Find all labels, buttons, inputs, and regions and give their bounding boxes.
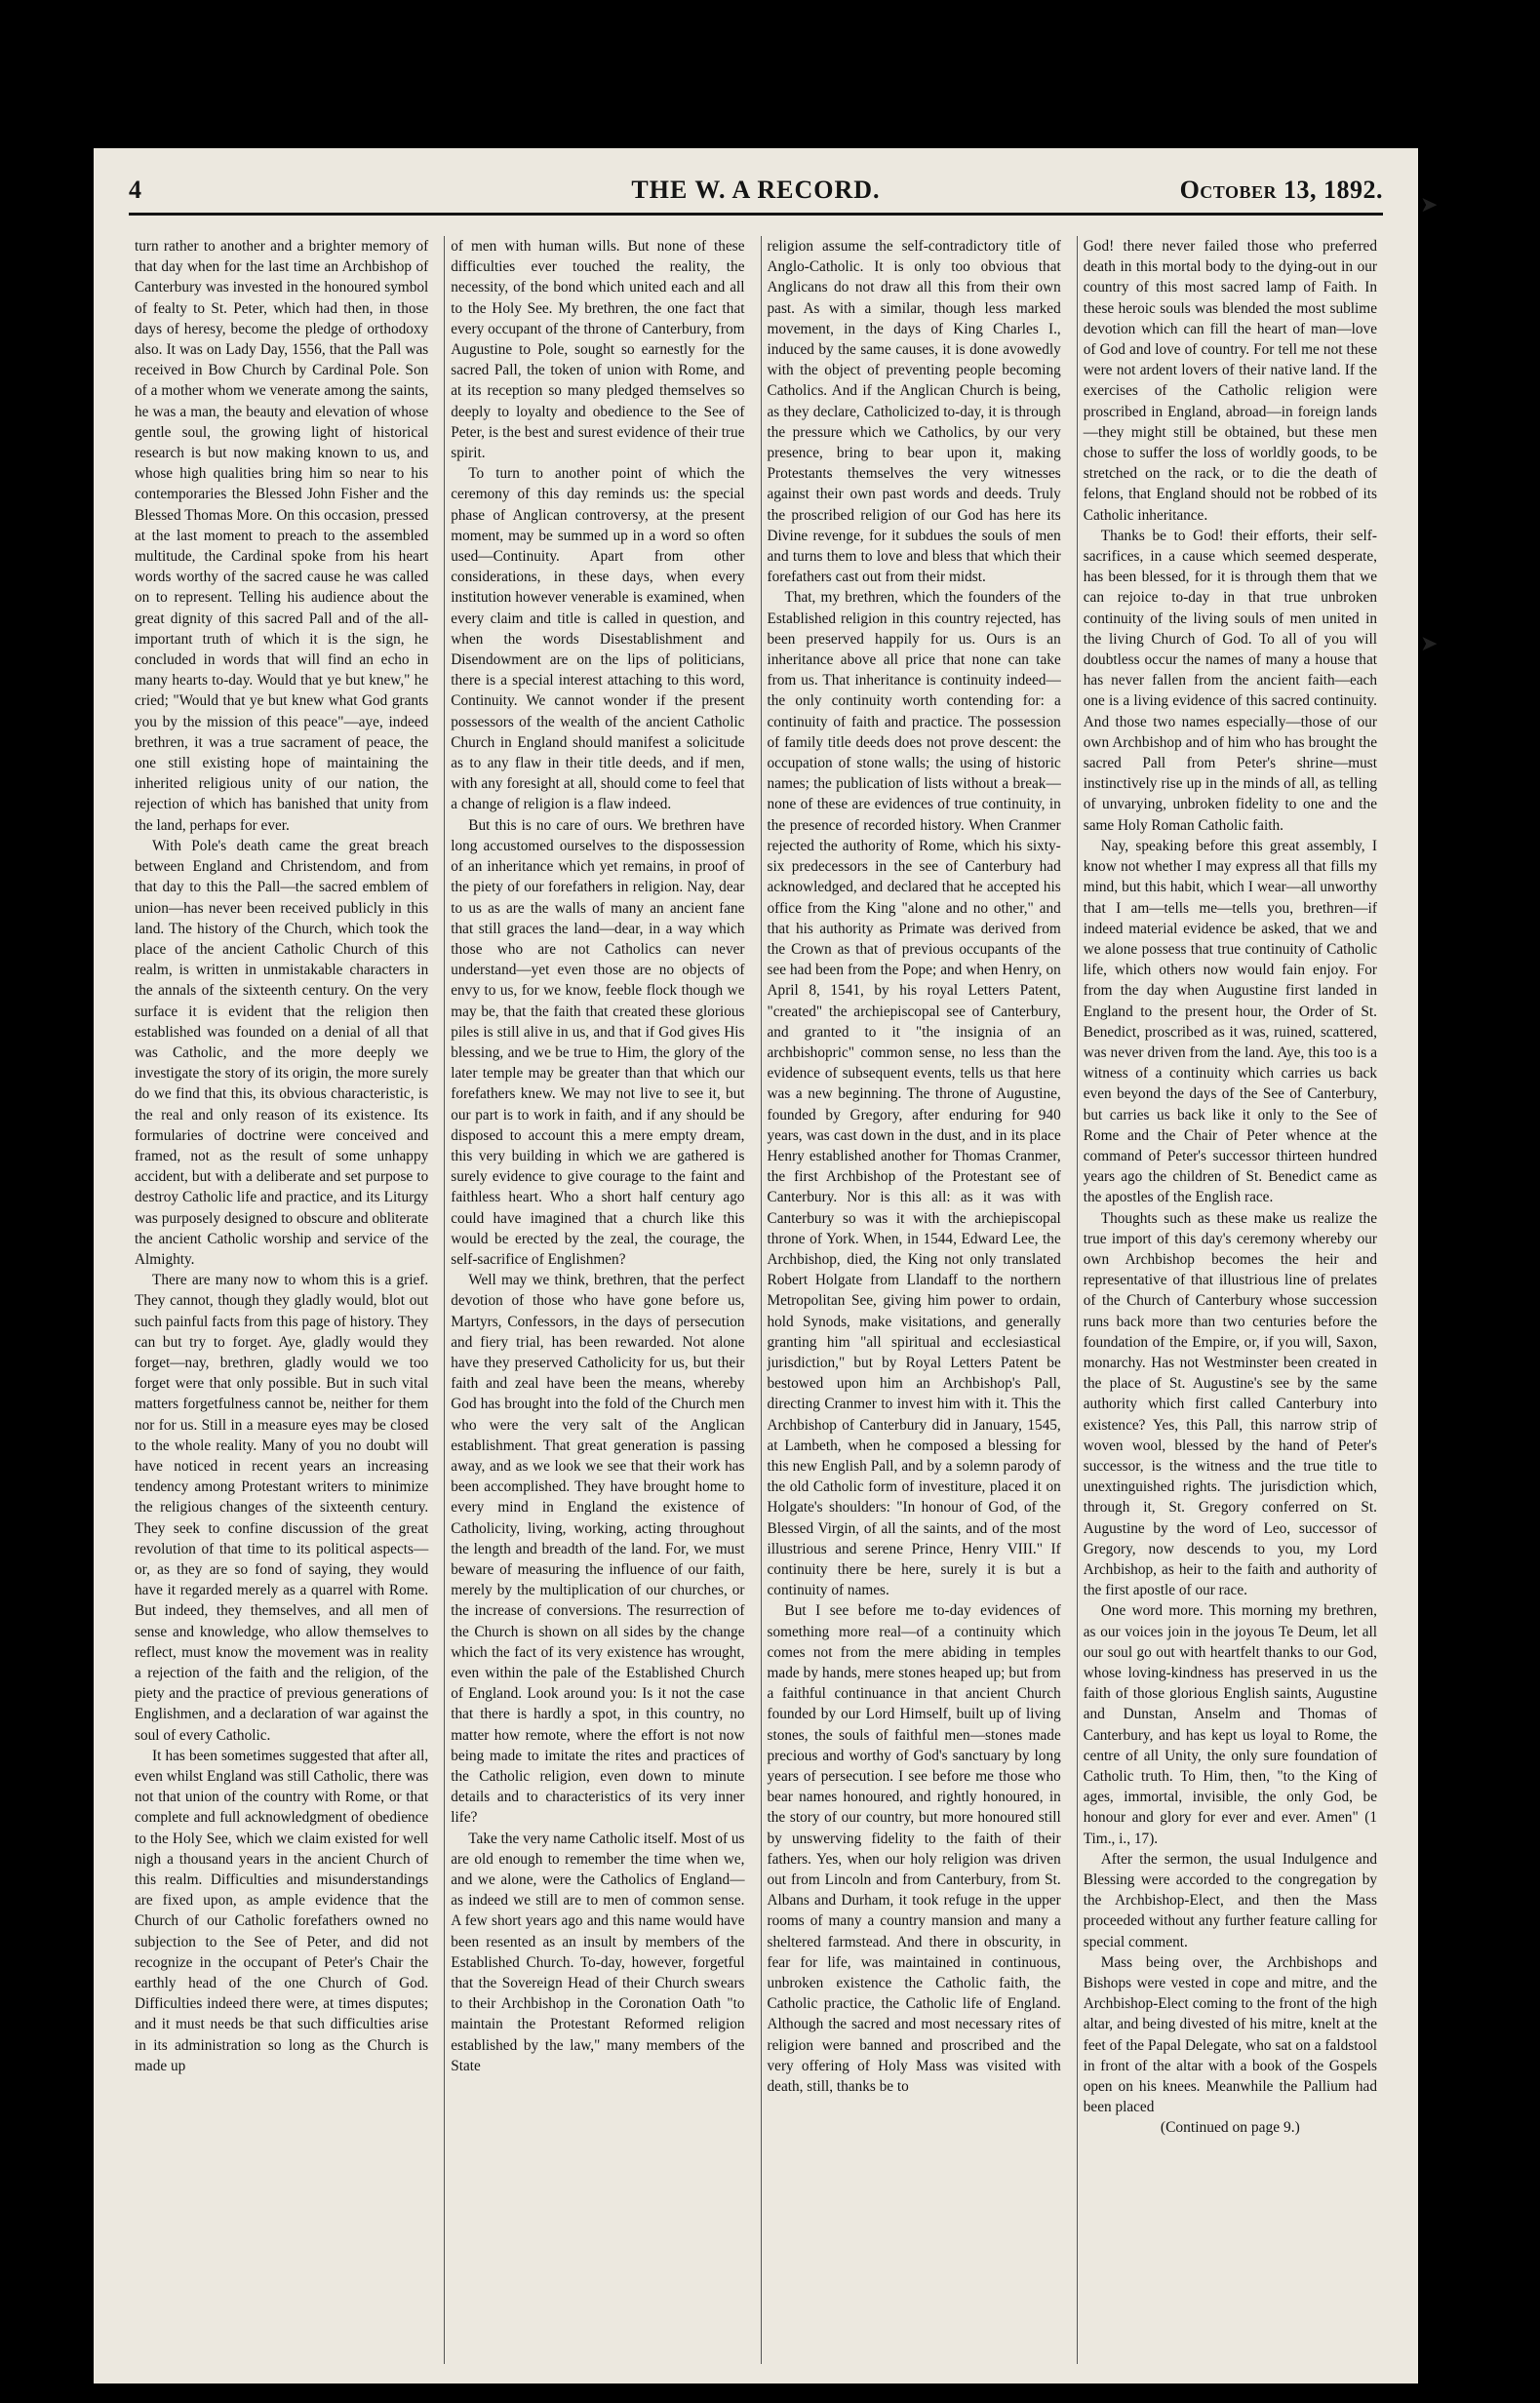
paragraph: But I see before me to-day evidences of something more real—of a continuity which comes not from the mere abiding in temples made by hands, mere stones heaped up; but from a faithful continuance in that ancient Church founded by our Lord Himself, built up of living stones, the souls of faithful men—stones made precious and worthy of God's sanctuary by long years of persecution. I see before me those who bear names honoured, and rightly honoured, in the story of our country, but more honoured still by unswerving fidelity to the faith of their fathers. Yes, when our holy religion was driven out from Lincoln and from Canterbury, from St. Albans and Durham, it took refuge in the upper rooms of many a country mansion and many a sheltered farmstead. And there in obscurity, in fear for life, was maintained in continuous, unbroken existence the Catholic faith, the Catholic practice, the Catholic life of England. Although the sacred and most necessary rites of religion were banned and proscribed and the very offering of Holy Mass was visited with death, still, thanks be to bbox=[767, 1602, 1061, 2096]
continued-note: (Continued on page 9.) bbox=[1160, 2119, 1300, 2137]
paragraph: But this is no care of ours. We brethren have long accustomed ourselves to the dispossession of an inheritance which yet remains, in proof of the piety of our forefathers in religion. Nay, dear to us as are the walls of many an ancient fane that still graces the land—dear, in a way which those who are not Catholics can never understand—yet even those are no objects of envy to us, for we know, feeble flock though we may be, that the faith that created these glorious piles is still alive in us, and that if God gives His blessing, and we be true to Him, the glory of the later temple may be greater than that which our forefathers knew. We may not live to see it, but our part is to work in faith, and if any should be disposed to account this a mere empty dream, this very building in which we are gathered is surely evidence to give courage to the faint and faithless heart. Who a short half century ago could have imagined that a church like this would be erected by the zeal, the courage, the self-sacrifice of Englishmen? bbox=[451, 816, 745, 1268]
paragraph: Thoughts such as these make us realize the true import of this day's ceremony whereby our own Archbishop becomes the heir and representative of that illustrious line of prelates of the Church of Canterbury whose succession runs back more than two centuries before the foundation of the Empire, or, if you will, Saxon, monarchy. Has not Westminster been created in the place of St. Augustine's see by the same authority which first called Canterbury into existence? Yes, this Pall, this narrow strip of woven wool, blessed by the hand of Peter's successor, is the witness and the true title to unextinguished rights. The jurisdiction which, through it, St. Gregory conferred on St. Augustine by the word of Leo, successor of Gregory, now descends to you, my Lord Archbishop, as heir to the faith and authority of the first apostle of our race. bbox=[1083, 1209, 1377, 1599]
paragraph: turn rather to another and a brighter memory of that day when for the last time an Archbishop of Canterbury was invested in the honoured symbol of fealty to St. Peter, which had then, in those days of heresy, become the pledge of orthodoxy also. It was on Lady Day, 1556, that the Pall was received in Bow Church by Cardinal Pole. Son of a mother whom we venerate among the saints, he was a man, the beauty and elevation of whose gentle soul, the growing light of historical research is but now making known to us, and whose high qualities bring him so near to his contemporaries the Blessed John Fisher and the Blessed Thomas More. On this occasion, pressed at the last moment to preach to the assembled multitude, the Cardinal spoke from his heart words worthy of the sacred cause he was called on to represent. Telling his audience about the great dignity of this sacred Pall and of the all-important truth of which it is the sign, he concluded in words that will find an echo in many hearts to-day. Would that ye but knew," he cried; "Would that ye but knew what God grants you by the mission of this peace"—aye, indeed brethren, it was a true sacrament of peace, the one still existing hope of maintaining the inherited religious unity of our nation, the rejection of which has banished that unity from the land, perhaps for ever. bbox=[135, 238, 429, 834]
issue-date: October 13, 1892. bbox=[1179, 176, 1383, 204]
paragraph: It has been sometimes suggested that after all, even whilst England was still Catholic, there was not that union of the country with Rome, or that complete and full acknowledgment of obedience to the Holy See, which we claim existed for well nigh a thousand years in the ancient Church of this realm. Difficulties and misunderstandings are fixed upon, as ample evidence that the Church of our Catholic forefathers owned no subjection to the See of Peter, and did not recognize in the occupant of Peter's Chair the earthly head of the one Church of God. Difficulties indeed there were, at times disputes; and it must needs be that such difficulties arise in its administration so long as the Church is made up bbox=[135, 1747, 429, 2074]
newspaper-title: THE W. A RECORD. bbox=[631, 176, 881, 204]
masthead bbox=[129, 170, 1383, 209]
column-1 bbox=[129, 236, 434, 2364]
column-4 bbox=[1077, 236, 1383, 2364]
paragraph: Mass being over, the Archbishops and Bishops were vested in cope and mitre, and the Archbishop-Elect coming to the front of the high altar, and being divested of his mitre, knelt at the feet of the Papal Delegate, who sat on a faldstool in front of the altar with a book of the Gospels open on his knees. Meanwhile the Pallium had been placed bbox=[1083, 1953, 1377, 2116]
paragraph: of men with human wills. But none of these difficulties ever touched the reality, the necessity, of the bond which united each and all to the Holy See. My brethren, the one fact that every occupant of the throne of Canterbury, from Augustine to Pole, sought so earnestly for the sacred Pall, the token of union with Rome, and at its reception so many pledged themselves so deeply to loyalty and obedience to the See of Peter, is the best and surest evidence of their true spirit. bbox=[451, 238, 745, 462]
header-rule bbox=[129, 213, 1383, 216]
paragraph: Take the very name Catholic itself. Most of us are old enough to remember the time when we, and we alone, were the Catholics of England—as indeed we still are to men of common sense. A few short years ago and this name would have been resented as an insult by members of the Established Church. To-day, however, forgetful that the Sovereign Head of their Church swears to their Archbishop in the Coronation Oath "to maintain the Protestant Reformed religion established by the law," many members of the State bbox=[451, 1830, 745, 2074]
paragraph: That, my brethren, which the founders of the Established religion in this country rejected, has been preserved happily for us. Ours is an inheritance above all price that none can take from us. That inheritance is continuity indeed—the only continuity worth contending for: a continuity of faith and practice. The possession of family title deeds does not prove descent: the occupation of stone walls; the using of historic names; the publication of lists without a break—none of these are evidences of true continuity, in the presence of recorded history. When Cranmer rejected the authority of Rome, which his sixty-six predecessors in the see of Canterbury had acknowledged, and declared that he accepted his office from the King "alone and no other," and that his authority as Primate was derived from the Crown as that of previous occupants of the see had been from the Pope; and when Henry, on April 8, 1541, by his royal Letters Patent, "created" the archiepiscopal see of Canterbury, and granted to it "the insignia of an archbishopric" common sense, no less than the evidence of subsequent events, tells us that here was a new beginning. The throne of Augustine, founded by Gregory, after enduring for 940 years, was cast down in the dust, and in its place Henry established another for Thomas Cranmer, the first Archbishop of the Protestant see of Canterbury. Nor is this all: as it was with Canterbury so was it with the archiepiscopal throne of York. When, in 1544, Edward Lee, the Archbishop, died, the King not only translated Robert Holgate from Llandaff to the northern Metropolitan See, giving him power to ordain, hold Synods, make visitations, and generally granting him "all spiritual and ecclesiastical jurisdiction," but by Royal Letters Patent be bestowed upon him an Archbishop's Pall, directing Cranmer to invest him with it. This the Archbishop of Canterbury did in January, 1545, at Lambeth, when he composed a blessing for this new English Pall, and by a solemn parody of the old Catholic form of investiture, placed it on Holgate's shoulders: "In honour of God, of the Blessed Virgin, of all the saints, and of the most illustrious and serene Prince, Henry VIII." If continuity there be here, surely it is but a continuity of names. bbox=[767, 589, 1061, 1599]
paragraph: After the sermon, the usual Indulgence and Blessing were accorded to the congregation by the Archbishop-Elect, and then the Mass proceeded without any further feature calling for special comment. bbox=[1083, 1850, 1377, 1950]
paragraph: With Pole's death came the great breach between England and Christendom, and from that day to this the Pall—the sacred emblem of union—has never been received publicly in this land. The history of the Church, which took the place of the ancient Catholic Church of this realm, is written in unmistakable characters in the annals of the sixteenth century. On the very surface it is evident that the religion then established was founded on a denial of all that was Catholic, and the more deeply we investigate the story of its origin, the more surely do we find that this, its obvious characteristic, is the real and only reason of its existence. Its formularies of doctrine were conceived and framed, not as the result of some unhappy accident, but with a deliberate and set purpose to destroy Catholic life and practice, and its Liturgy was purposely designed to obscure and obliterate the ancient Catholic worship and service of the Almighty. bbox=[135, 837, 429, 1268]
paragraph: One word more. This morning my brethren, as our voices join in the joyous Te Deum, let all our soul go out with heartfelt thanks to our God, whose loving-kindness has preserved in us the faith of those glorious English saints, Augustine and Dunstan, Anselm and Thomas of Canterbury, and has kept us loyal to Rome, the centre of all Unity, the only sure foundation of Catholic truth. To Him, then, "to the King of ages, immortal, invisible, the only God, be honour and glory for ever and ever. Amen" (1 Tim., i., 17). bbox=[1083, 1602, 1377, 1847]
margin-arrow-icon: ➤ bbox=[1420, 192, 1439, 217]
article-columns bbox=[129, 236, 1383, 2364]
page-number: 4 bbox=[129, 176, 141, 204]
paragraph: Well may we think, brethren, that the perfect devotion of those who have gone before us, Martyrs, Confessors, in the days of persecution and fiery trial, has been rewarded. Not alone have they preserved Catholicity for us, but their faith and zeal have been the means, whereby God has brought into the fold of the Church men who were the very salt of the Anglican establishment. That great generation is passing away, and as we look we see that their work has been accomplished. They have brought home to every mind in England the existence of Catholicity, living, working, acting throughout the length and breadth of the land. For, we must beware of measuring the influence of our faith, merely by the multiplication of our churches, or the increase of conversions. The resurrection of the Church is shown on all sides by the change which the fact of its very existence has wrought, even within the pale of the Established Church of England. Look around you: Is it not the case that there is hardly a spot, in this country, no matter how remote, where the effort is not now being made to imitate the rites and practices of the Catholic religion, even down to minute details and to characteristics of its very inner life? bbox=[451, 1272, 745, 1827]
margin-arrow-icon: ➤ bbox=[1420, 631, 1439, 655]
paragraph: To turn to another point of which the ceremony of this day reminds us: the special phase of Anglican controversy, at the present moment, may be summed up in a word so often used—Continuity. Apart from other considerations, in these days, when every institution however venerable is examined, when every claim and title is called in question, and when the words Disestablishment and Disendowment are on the lips of politicians, there is a special interest attaching to this word, Continuity. We cannot wonder if the present possessors of the wealth of the ancient Catholic Church in England should manifest a solicitude as to any flaw in their title deeds, and if men, with any foresight at all, should come to feel that a change of religion is a flaw indeed. bbox=[451, 465, 745, 813]
paragraph: Nay, speaking before this great assembly, I know not whether I may express all that fills my mind, but this habit, which I wear—all unworthy that I am—tells me—tells you, brethren—if indeed material evidence be asked, that we and we alone possess that true continuity of Catholic life, which others now would fain enjoy. For from the day when Augustine first landed in England to the present hour, the Order of St. Benedict, proscribed as it was, ruined, scattered, was never driven from the land. Aye, this too is a witness of a continuity which carries us back even beyond the days of the See of Canterbury, but carries us back like it only to the See of Rome and the Chair of Peter whence at the command of Peter's successor thirteen hundred years ago the children of St. Benedict came as the apostles of the English race. bbox=[1083, 837, 1377, 1206]
paragraph: God! there never failed those who preferred death in this mortal body to the dying-out in our country of this most sacred lamp of Faith. In these heroic souls was blended the most sublime devotion which can fill the heart of man—love of God and love of country. For tell me not these were not ardent lovers of their native land. If the exercises of the Catholic religion were proscribed in England, abroad—in foreign lands—they might still be obtained, but these men chose to suffer the loss of worldly goods, to be stretched on the rack, or to die the death of felons, that England should not be robbed of its Catholic inheritance. bbox=[1083, 238, 1377, 524]
column-3 bbox=[761, 236, 1067, 2364]
newspaper-page bbox=[94, 148, 1418, 2383]
column-2 bbox=[444, 236, 750, 2364]
paragraph: Thanks be to God! their efforts, their self-sacrifices, in a cause which seemed desperate, has been blessed, for it is through them that we can rejoice to-day in that true unbroken continuity of the living souls of men united in the living Church of God. To all of you will doubtless occur the names of many a house that has never fallen from the ancient faith—each one is a living evidence of this sacred continuity. And those two names especially—those of our own Archbishop and of him who has brought the sacred Pall from Peter's shrine—must instinctively rise up in the minds of all, as telling of unvarying, unbroken fidelity to one and the same Holy Roman Catholic faith. bbox=[1083, 527, 1377, 834]
paragraph: There are many now to whom this is a grief. They cannot, though they gladly would, blot out such painful facts from this page of history. They can but try to forget. Aye, gladly would they forget—nay, brethren, gladly would we too forget were that only possible. But in such vital matters forgetfulness cannot be, neither for them nor for us. Still in a measure eyes may be closed to the whole reality. Many of you no doubt will have noticed in recent years an increasing tendency among Protestant writers to minimize the religious changes of the sixteenth century. They seek to confine discussion of the great revolution of that time to its political aspects—or, as they are so fond of saying, they would have it regarded merely as a quarrel with Rome. But indeed, they themselves, and all men of sense and knowledge, who allow themselves to reflect, must know the movement was in reality a rejection of the faith and the religion, of the piety and the practice of previous generations of Englishmen, and a declaration of war against the soul of every Catholic. bbox=[135, 1272, 429, 1744]
paragraph: religion assume the self-contradictory title of Anglo-Catholic. It is only too obvious that Anglicans do not draw all this from their own past. As with a similar, though less marked movement, in the days of King Charles I., induced by the same causes, it is done avowedly with the object of preventing people becoming Catholics. And if the Anglican Church is being, as they declare, Catholicized to-day, it is through the pressure which we Catholics, by our very presence, bring to bear upon it, making Protestants themselves the very witnesses against their own past words and deeds. Truly the proscribed religion of our God has here its Divine revenge, for it subdues the souls of men and turns them to love and bless that which their forefathers cast out from their midst. bbox=[767, 238, 1061, 586]
